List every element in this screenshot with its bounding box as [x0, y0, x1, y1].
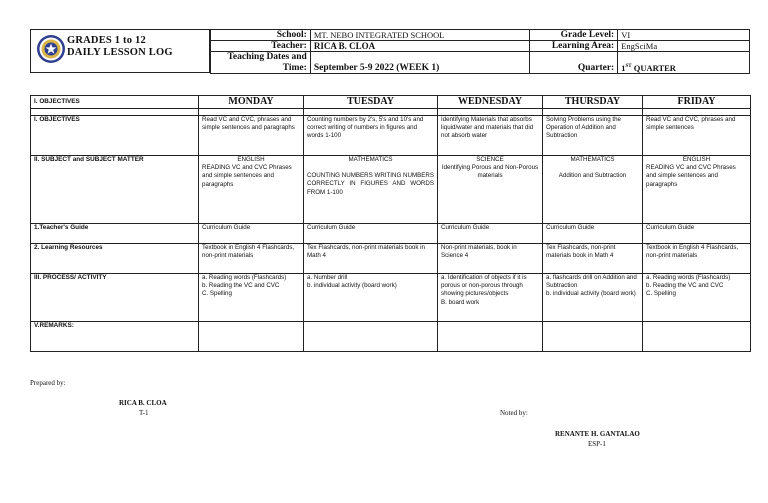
learning-area-label: Learning Area: — [530, 41, 618, 52]
spacer-cell — [438, 109, 543, 116]
teacher-value: RICA B. CLOA — [310, 41, 530, 52]
daily-lesson-log-table — [30, 95, 751, 352]
activity-item: a. Number drill — [307, 274, 348, 281]
subject-name: MATHEMATICS — [570, 156, 615, 163]
objectives-cell: Identifying Materials that absorbs liquid/water and materials that did not absorb water — [438, 116, 543, 156]
quarter-suffix: ST — [625, 64, 632, 70]
teachers-guide-cell: Curriculum Guide — [543, 224, 643, 244]
spacer-cell — [543, 109, 643, 116]
subject-topic: Identifying Porous and Non-Porous materials — [441, 164, 539, 180]
subject-matter-cell — [543, 156, 643, 224]
day-thursday: THURSDAY — [543, 96, 643, 109]
teaching-dates-label-line1: Teaching Dates and — [227, 52, 307, 62]
teachers-guide-row-label: 1.Teacher's Guide — [31, 224, 199, 244]
day-wednesday: WEDNESDAY — [438, 96, 543, 109]
process-activity-cell — [643, 274, 751, 322]
learning-area-value: EngSciMa — [618, 41, 750, 52]
learning-resources-cell: Textbook in English 4 Flashcards, non-print materials — [643, 244, 751, 274]
day-friday: FRIDAY — [643, 96, 751, 109]
objectives-cell: Read VC and CVC, phrases and simple sentences and paragraphs — [199, 116, 304, 156]
day-header-row — [31, 96, 751, 109]
spacer-cell — [304, 109, 438, 116]
process-activity-cell — [199, 274, 304, 322]
lesson-log-title-box — [30, 29, 210, 73]
school-label: School: — [211, 30, 311, 41]
process-activity-row-label: III. PROCESS/ ACTIVITY — [31, 274, 199, 322]
objectives-cell: Read VC and CVC, phrases and simple sentences — [643, 116, 751, 156]
grade-level-label: Grade Level: — [530, 30, 618, 41]
objectives-row — [31, 116, 751, 156]
subject-topic: READING VC and CVC Phrases and simple sentences and paragraphs — [646, 164, 736, 188]
learning-resources-cell: Tex Flashcards, non-print materials book in Math 4 — [543, 244, 643, 274]
preparer-title: T-1 — [139, 409, 149, 417]
teaching-dates-label — [211, 52, 311, 74]
teachers-guide-cell: Curriculum Guide — [199, 224, 304, 244]
learning-resources-cell: Non-print materials, book in Science 4 — [438, 244, 543, 274]
teacher-label: Teacher: — [211, 41, 311, 52]
activity-item: B. board work — [441, 298, 480, 306]
quarter-word: QUARTER — [633, 63, 676, 73]
title-line-daily-lesson-log: DAILY LESSON LOG — [67, 47, 173, 58]
quarter-number: 1 — [621, 63, 626, 73]
school-value: MT. NEBO INTEGRATED SCHOOL — [310, 30, 530, 41]
noted-by-label: Noted by: — [500, 409, 528, 417]
subject-topic: READING VC and CVC Phrases and simple sentences and paragraphs — [202, 164, 292, 188]
activity-item: a. flashcards drill on Addition and Subtraction — [546, 274, 637, 290]
activity-item: b. individual activity (board work) — [546, 290, 636, 298]
teachers-guide-cell: Curriculum Guide — [438, 224, 543, 244]
subject-name: ENGLISH — [237, 156, 265, 163]
prepared-by-label: Prepared by: — [30, 379, 66, 387]
activity-item: b. Reading the VC and CVC — [202, 282, 280, 290]
objectives-cell: Solving Problems using the Operation of Addition and Subtraction — [543, 116, 643, 156]
day-monday: MONDAY — [199, 96, 304, 109]
activity-item: b. Reading the VC and CVC — [646, 282, 724, 290]
spacer-cell — [199, 109, 304, 116]
activity-item: C. Spelling — [646, 290, 676, 298]
subject-matter-cell — [304, 156, 438, 224]
preparer-name: RICA B. CLOA — [119, 399, 167, 407]
objectives-cell: Counting numbers by 2's, 5's and 10's and correct writing of numbers in figures and words 1-100 — [304, 116, 438, 156]
remarks-row — [31, 322, 751, 352]
objectives-row-label: I. OBJECTIVES — [31, 116, 199, 156]
activity-item: a. Reading words (Flashcards) — [646, 274, 731, 281]
subject-matter-cell — [199, 156, 304, 224]
subject-name: MATHEMATICS — [348, 156, 393, 163]
subject-matter-cell — [643, 156, 751, 224]
subject-name: SCIENCE — [476, 156, 504, 163]
subject-matter-row — [31, 156, 751, 224]
quarter-value — [618, 52, 750, 74]
teaching-dates-label-line2: Time: — [282, 62, 307, 73]
quarter-label: Quarter: — [530, 52, 618, 74]
title-line-grades: GRADES 1 to 12 — [67, 35, 146, 46]
teachers-guide-row — [31, 224, 751, 244]
teachers-guide-cell: Curriculum Guide — [304, 224, 438, 244]
process-activity-cell — [543, 274, 643, 322]
learning-resources-cell: Tex Flashcards, non-print materials book in Math 4 — [304, 244, 438, 274]
subject-matter-cell — [438, 156, 543, 224]
noter-title: ESP-1 — [588, 440, 606, 448]
remarks-cell — [643, 322, 751, 352]
activity-item: C. Spelling — [202, 290, 232, 298]
spacer-row — [31, 109, 751, 116]
process-activity-cell — [438, 274, 543, 322]
remarks-cell — [199, 322, 304, 352]
subject-topic: Addition and Subtraction — [558, 172, 627, 180]
subject-matter-row-label: II. SUBJECT and SUBJECT MATTER — [31, 156, 199, 224]
learning-resources-cell: Textbook in English 4 Flashcards, non-print materials — [199, 244, 304, 274]
process-activity-cell — [304, 274, 438, 322]
objectives-header-label: I. OBJECTIVES — [31, 96, 199, 109]
teaching-dates-value: September 5-9 2022 (WEEK 1) — [310, 52, 530, 74]
spacer-cell — [643, 109, 751, 116]
activity-item: a. Reading words (Flashcards) — [202, 274, 287, 281]
day-tuesday: TUESDAY — [304, 96, 438, 109]
remarks-row-label: V.REMARKS: — [31, 322, 199, 352]
header-info-table — [210, 29, 750, 74]
subject-topic: COUNTING NUMBERS WRITING NUMBERS CORRECTLY IN FIGURES AND WORDS FROM 1-100 — [307, 172, 434, 196]
subject-name: ENGLISH — [682, 156, 711, 163]
activity-item: a. Identification of objects if it is porous or non-porous through showing pictures/objects — [441, 274, 527, 298]
spacer-cell — [31, 109, 199, 116]
grade-level-value: VI — [618, 30, 750, 41]
process-activity-row — [31, 274, 751, 322]
remarks-cell — [304, 322, 438, 352]
teachers-guide-cell: Curriculum Guide — [643, 224, 751, 244]
learning-resources-row-label: 2. Learning Resources — [31, 244, 199, 274]
learning-resources-row — [31, 244, 751, 274]
remarks-cell — [543, 322, 643, 352]
activity-item: b. individual activity (board work) — [307, 282, 397, 290]
deped-seal-icon — [36, 34, 66, 64]
remarks-cell — [438, 322, 543, 352]
noter-name: RENANTE H. GANTALAO — [555, 430, 640, 438]
